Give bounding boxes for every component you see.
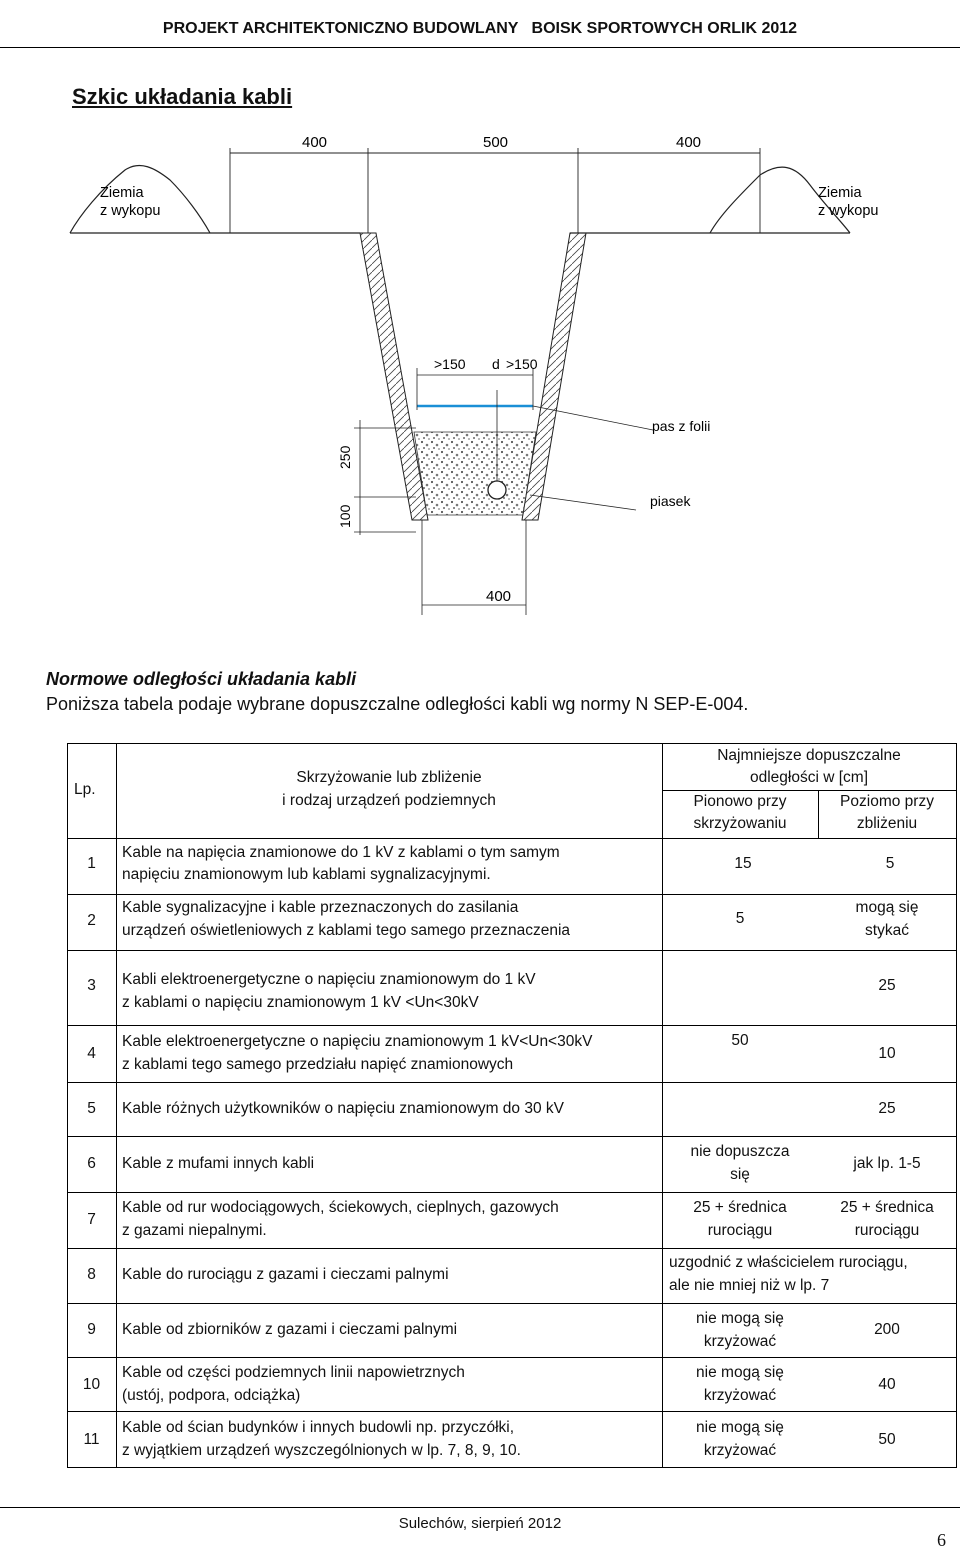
row-1-horizontal: 5 [885,855,895,872]
row-10-lp: 10 [82,1376,101,1393]
row-2-desc-2: urządzeń oświetleniowych z kablami tego samego przeznaczenia [122,922,571,939]
row-3-desc-1: Kabli elektroenergetyczne o napięciu znamionowym do 1 kV [122,971,536,988]
header-dist-line2: odległości w [cm] [749,769,868,786]
gap-d-label: d [492,356,500,372]
footer-location-date: Sulechów, sierpień 2012 [398,1515,562,1532]
sand-bedding [414,432,536,515]
row-10-vertical-1: nie mogą się [696,1364,784,1381]
row-6-vertical-1: nie dopuszcza [690,1143,790,1160]
row-3-lp: 3 [87,977,96,994]
header-vertical-line2: skrzyżowaniu [693,815,787,832]
row-9-vertical-1: nie mogą się [696,1310,784,1327]
footer-divider [0,1507,960,1508]
row-4-desc-2: z kablami tego samego przedziału napięć znamionowych [122,1056,514,1073]
row-1-lp: 1 [87,855,96,872]
row-2-vertical: 5 [735,910,745,927]
row-7-vertical-2: rurociągu [707,1222,773,1239]
dim-top-mid: 500 [483,134,509,151]
header-horizontal-line1: Poziomo przy [840,793,934,810]
row-8-merged-2: ale nie mniej niż w lp. 7 [669,1277,830,1294]
row-11-desc-2: z wyjątkiem urządzeń wyszczególnionych w lp. 7, 8, 9, 10. [122,1442,521,1459]
gap-right-label: >150 [506,356,538,372]
row-6-vertical-2: się [730,1166,750,1183]
header-desc-line2: i rodzaj urządzeń podziemnych [282,792,496,809]
row-6-desc: Kable z mufami innych kabli [122,1155,315,1172]
row-3-desc-2: z kablami o napięciu znamionowym 1 kV <Un<30kV [122,994,479,1011]
ground-label-left-1: Ziemia [100,185,144,201]
row-9-lp: 9 [87,1321,96,1338]
row-11-vertical-2: krzyżować [703,1442,777,1459]
cable-trench-sketch [60,120,880,630]
row-8-desc: Kable do rurociągu z gazami i cieczami palnymi [122,1266,449,1283]
row-10-vertical-2: krzyżować [703,1387,777,1404]
ground-label-left-2: z wykopu [100,203,161,219]
row-11-desc-1: Kable od ścian budynków i innych budowli np. przyczółki, [122,1419,515,1436]
row-7-desc-1: Kable od rur wodociągowych, ściekowych, cieplnych, gazowych [122,1199,559,1216]
row-9-desc: Kable od zbiorników z gazami i cieczami palnymi [122,1321,458,1338]
trench-wall-right [522,233,586,520]
row-5-lp: 5 [87,1100,96,1117]
row-10-horizontal: 40 [878,1376,896,1393]
header-horizontal-line2: zbliżeniu [856,815,918,832]
section-title: Normowe odległości układania kabli [46,669,357,689]
page-number: 6 [937,1530,946,1550]
row-3-horizontal: 25 [878,977,896,994]
sand-label: piasek [650,493,691,509]
row-6-lp: 6 [87,1155,96,1172]
header-dist-line1: Najmniejsze dopuszczalne [717,747,901,764]
header-lp: Lp. [74,781,96,798]
dim-top-right: 400 [676,134,702,151]
row-1-vertical: 15 [734,855,752,872]
header-desc-line1: Skrzyżowanie lub zbliżenie [296,769,482,786]
row-2-desc-1: Kable sygnalizacyjne i kable przeznaczonych do zasilania [122,899,519,916]
foil-label: pas z folii [652,418,711,434]
ground-label-right-2: z wykopu [818,203,879,219]
dim-top-left: 400 [302,134,328,151]
dim-bottom: 400 [486,588,512,605]
sketch-title: Szkic układania kabli [72,84,293,109]
dim-250: 250 [337,445,353,469]
ground-label-right-1: Ziemia [818,185,862,201]
row-4-lp: 4 [87,1045,96,1062]
row-2-horizontal-1: mogą się [855,899,919,916]
header-divider [0,47,960,48]
header-vertical-line1: Pionowo przy [693,793,787,810]
row-7-horizontal-1: 25 + średnica [840,1199,934,1216]
trench-wall-left [360,233,428,520]
cable-circle [488,481,506,499]
row-6-horizontal: jak lp. 1-5 [853,1155,921,1172]
dim-100: 100 [337,504,353,528]
row-1-desc-1: Kable na napięcia znamionowe do 1 kV z kablami o tym samym [122,844,560,861]
row-10-desc-2: (ustój, podpora, odciążka) [122,1387,301,1404]
row-8-lp: 8 [87,1266,96,1283]
row-11-horizontal: 50 [878,1431,896,1448]
row-9-vertical-2: krzyżować [703,1333,777,1350]
row-4-horizontal: 10 [878,1045,896,1062]
row-11-lp: 11 [83,1431,100,1448]
row-9-horizontal: 200 [874,1321,900,1338]
row-7-vertical-1: 25 + średnica [693,1199,787,1216]
row-5-horizontal: 25 [878,1100,896,1117]
row-10-desc-1: Kable od części podziemnych linii napowietrznych [122,1364,465,1381]
document-header: PROJEKT ARCHITEKTONICZNO BUDOWLANY BOISK SPORTOWYCH ORLIK 2012 [162,20,798,37]
row-7-lp: 7 [87,1211,96,1228]
row-8-merged-1: uzgodnić z właścicielem rurociągu, [669,1254,908,1271]
row-11-vertical-1: nie mogą się [696,1419,784,1436]
gap-left-label: >150 [434,356,466,372]
intro-text: Poniższa tabela podaje wybrane dopuszczalne odległości kabli wg normy N SEP-E-004. [46,694,749,714]
row-2-lp: 2 [87,912,96,929]
row-5-desc: Kable różnych użytkowników o napięciu znamionowym do 30 kV [122,1100,564,1117]
row-1-desc-2: napięciu znamionowym lub kablami sygnalizacyjnymi. [122,866,491,883]
row-7-desc-2: z gazami niepalnymi. [122,1222,267,1239]
rows-3-4-vertical: 50 [731,1032,749,1049]
row-4-desc-1: Kable elektroenergetyczne o napięciu znamionowym 1 kV<Un<30kV [122,1033,593,1050]
row-7-horizontal-2: rurociągu [854,1222,920,1239]
row-2-horizontal-2: stykać [865,922,909,939]
